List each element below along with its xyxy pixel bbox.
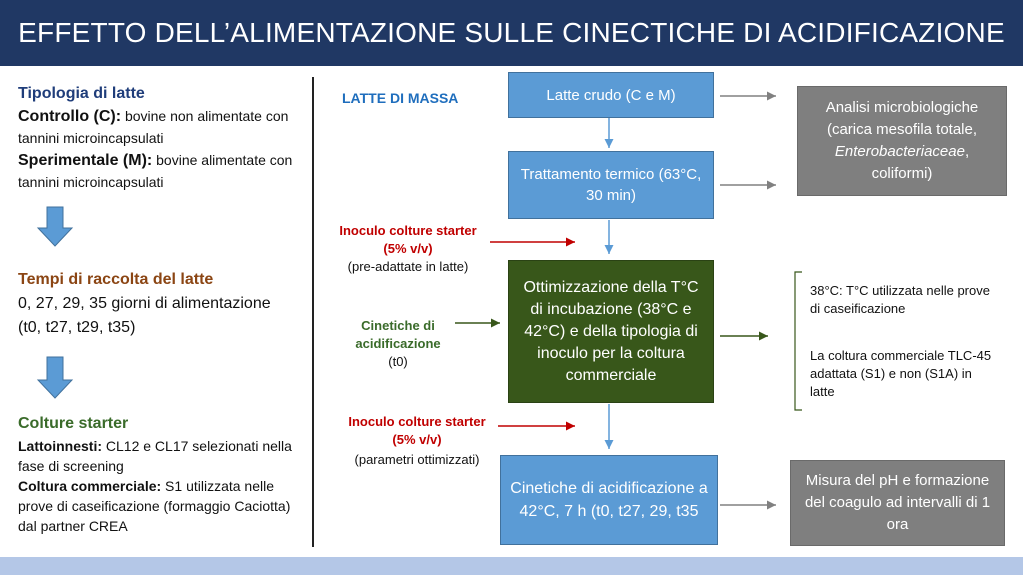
latte-crudo-text: Latte crudo (C e M) [546,86,676,104]
controllo-text: bovine non alimentate con tannini microincapsulati [18,108,289,146]
latte-crudo-box [508,72,714,118]
sperimentale-label: Sperimentale (M): [18,152,153,169]
inoculo-2-label: Inoculo colture starter (5% v/v) [348,414,486,447]
result-1: 38°C: T°C utilizzata nelle prove di caseificazione [810,283,990,316]
analisi-italic: Enterobacteriaceae [834,143,965,160]
inoculo-1-label: Inoculo colture starter (5% v/v) [339,223,477,256]
cinetiche-label: Cinetiche di acidificazione [355,318,441,351]
trattamento-termico-box [508,151,714,219]
analisi-text-1: Analisi microbiologiche (carica mesofila totale, [825,99,979,138]
cinetiche-note: (t0) [388,354,408,369]
analisi-text-2: , coliformi) [871,143,970,182]
lattoinnesti-label: Lattoinnesti: [18,438,102,454]
sperimentale-text: bovine alimentate con tannini microincapsulati [18,152,293,190]
ottimizzazione-box [508,260,714,403]
result-2: La coltura commerciale TLC-45 adattata (S1) e non (S1A) in latte [810,348,992,399]
analisi-box [797,86,1007,196]
lattoinnesti-text: CL12 e CL17 selezionati nella fase di screening [18,438,292,474]
page-title-text: EFFETTO DELL’ALIMENTAZIONE SULLE CINECTICHE DI ACIDIFICAZIONE [18,17,1005,48]
inoculo-1-note: (pre-adattate in latte) [347,259,469,274]
footer-band [0,557,1023,575]
controllo-label: Controllo (C): [18,108,122,125]
misura-text: Misura del pH e formazione del coagulo ad intervalli di 1 ora [804,472,991,533]
inoculo-annotation-2 [342,413,492,469]
inoculo-annotation-1 [328,222,488,276]
colture-heading: Colture starter [18,415,129,432]
down-arrow-1 [38,207,72,246]
commerciale-text: S1 utilizzata nelle prove di caseificazione (formaggio Caciotta) dal partner CREA [18,478,291,534]
tempi-heading: Tempi di raccolta del latte [18,271,214,288]
inoculo-2-note: (parametri ottimizzati) [354,452,480,467]
cinetiche-annotation [348,317,448,371]
latte-di-massa-label: LATTE DI MASSA [342,90,459,106]
tempi-text: 0, 27, 29, 35 giorni di alimentazione (t0, t27, t29, t35) [18,295,271,336]
ottimizzazione-text: Ottimizzazione della T°C di incubazione (38°C e 42°C) e della tipologia di inoculo per la coltura commerciale [523,278,699,384]
trattamento-termico-text: Trattamento termico (63°C, 30 min) [520,166,702,204]
misura-box [790,460,1005,546]
commerciale-label: Coltura commerciale: [18,478,162,494]
cinetiche-text: Cinetiche di acidificazione a 42°C, 7 h (t0, t27, 29, t35 [510,480,708,520]
tipologia-heading: Tipologia di latte [18,85,145,102]
cinetiche-box [500,455,718,545]
results-bracket [795,272,802,410]
down-arrow-2 [38,357,72,398]
